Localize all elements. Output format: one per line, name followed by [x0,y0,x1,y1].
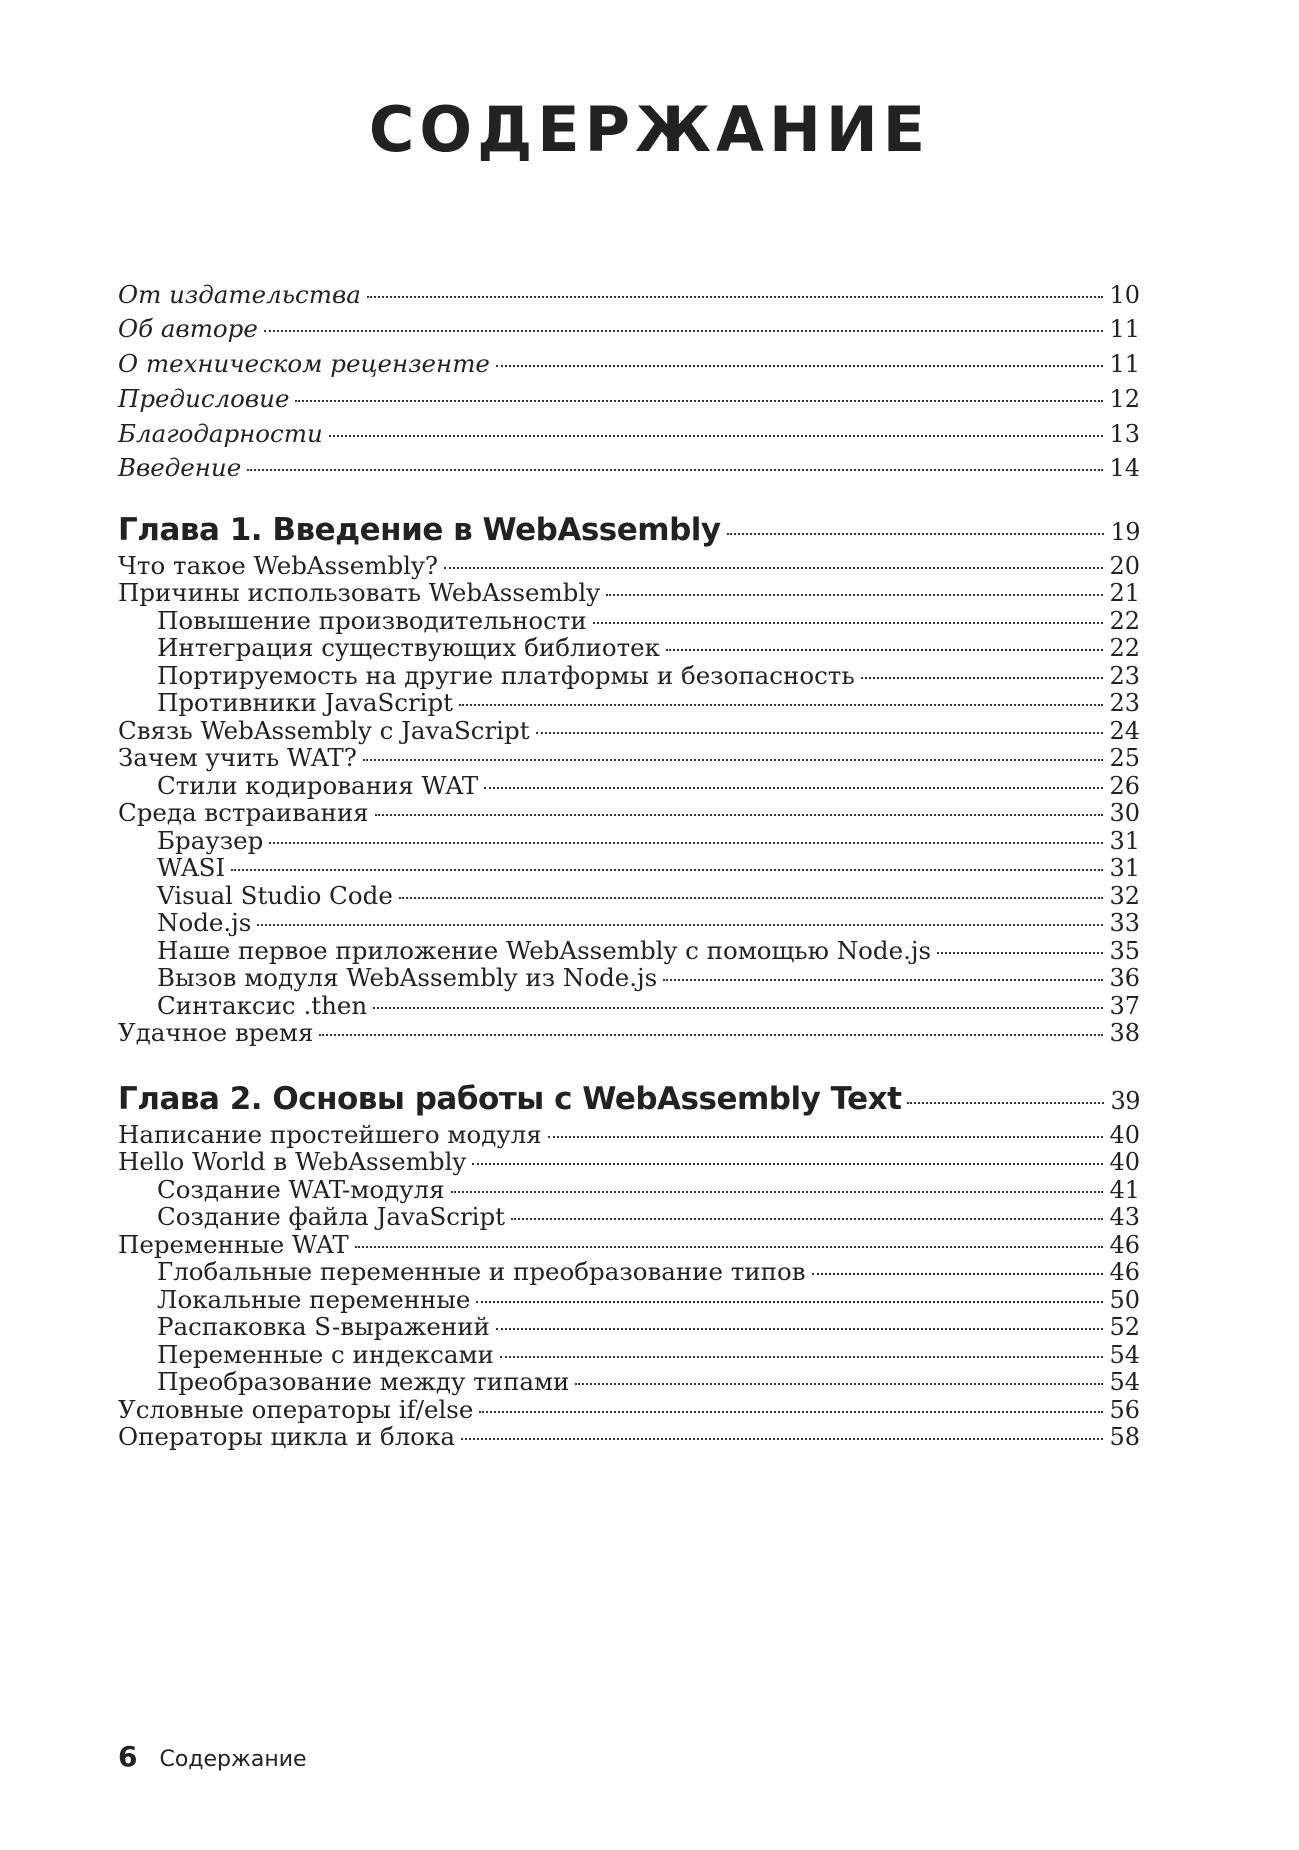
toc-entry[interactable] [118,1312,1140,1341]
page-number: 6 [118,1740,138,1773]
toc-entry[interactable] [118,314,1140,343]
toc-entry-page: 25 [1109,744,1140,772]
toc-entry-page: 35 [1109,937,1140,965]
toc-entry[interactable] [118,716,1140,745]
toc-entry-page: 20 [1109,552,1140,580]
toc-entry-page: 21 [1109,579,1140,607]
toc-entry-title: Создание файла JavaScript [157,1202,506,1231]
dot-leader [451,1191,1104,1193]
toc-entry-title: Переменные WAT [118,1230,349,1259]
toc-entry[interactable] [118,826,1140,855]
toc-entry-title: Об авторе [118,314,258,343]
toc-entry-page: 38 [1109,1019,1140,1047]
toc-entry-title: Связь WebAssembly с JavaScript [118,716,530,745]
dot-leader [666,649,1103,651]
toc-entry[interactable] [118,1367,1140,1396]
toc-entry-page: 50 [1109,1286,1140,1314]
toc-entry-title: О техническом рецензенте [118,349,490,378]
toc-entry-page: 37 [1109,992,1140,1020]
toc-entry-page: 31 [1109,854,1140,882]
toc-entry[interactable] [118,881,1140,910]
dot-leader [476,1301,1103,1303]
dot-leader [363,759,1104,761]
dot-leader [496,1328,1104,1330]
dot-leader [444,567,1103,569]
toc-entry[interactable] [118,384,1140,413]
toc-entry-title: Наше первое приложение WebAssembly с помощью Node.js [157,936,932,965]
dot-leader [472,1163,1103,1165]
toc-entry-title: Создание WAT-модуля [157,1175,445,1204]
toc-entry-title: От издательства [118,280,361,309]
toc-entry[interactable] [118,963,1140,992]
toc-entry-title: Среда встраивания [118,798,369,827]
dot-leader [593,622,1104,624]
dot-leader [231,869,1103,871]
toc-entry-page: 52 [1109,1313,1140,1341]
toc-entry-title: Интеграция существующих библиотек [157,633,660,662]
toc-entry-title: Благодарности [118,419,323,448]
toc-entry-title: Удачное время [118,1018,314,1047]
toc-entry[interactable] [118,551,1140,580]
toc-entry-page: 40 [1109,1148,1140,1176]
toc-entry[interactable] [118,633,1140,662]
dot-leader [269,842,1103,844]
toc-entry[interactable] [118,280,1140,309]
dot-leader [907,1102,1104,1104]
toc-entry[interactable] [118,1285,1140,1314]
page-footer [118,1740,307,1773]
toc-entry-page: 54 [1109,1368,1140,1396]
dot-leader [727,533,1105,535]
toc-entry-page: 12 [1109,385,1140,413]
dot-leader [257,924,1103,926]
dot-leader [812,1273,1104,1275]
dot-leader [536,732,1104,734]
dot-leader [459,704,1103,706]
toc-entry-page: 14 [1109,454,1140,482]
toc-entry-page: 56 [1109,1396,1140,1424]
toc-entry-page: 46 [1109,1231,1140,1259]
dot-leader [575,1383,1103,1385]
toc-entry[interactable] [118,1120,1140,1149]
dot-leader [861,677,1104,679]
dot-leader [375,814,1104,816]
toc-entry-page: 43 [1109,1203,1140,1231]
toc-entry-page: 24 [1109,717,1140,745]
toc-entry-page: 54 [1109,1341,1140,1369]
toc-entry-title: Переменные с индексами [157,1340,494,1369]
toc-entry-title: Локальные переменные [157,1285,471,1314]
toc-entry-title: Глава 2. Основы работы с WebAssembly Text [118,1081,902,1117]
toc-entry[interactable] [118,1395,1140,1424]
dot-leader [500,1356,1104,1358]
toc-entry[interactable] [118,349,1140,378]
toc-entry[interactable] [118,1175,1140,1204]
dot-leader [319,1034,1103,1036]
toc-entry[interactable] [118,688,1140,717]
toc-entry[interactable] [118,661,1140,690]
dot-leader [399,897,1104,899]
toc-entry-title: Портируемость на другие платформы и безопасность [157,661,855,690]
toc-entry[interactable] [118,1422,1140,1451]
toc-entry[interactable] [118,936,1140,965]
toc-entry-title: Причины использовать WebAssembly [118,578,601,607]
toc-entry-title: Операторы цикла и блока [118,1422,455,1451]
dot-leader [511,1218,1103,1220]
toc-entry-page: 40 [1109,1121,1140,1149]
toc-entry[interactable] [118,1230,1140,1259]
toc-entry-title: Преобразование между типами [157,1367,570,1396]
toc-entry[interactable] [118,1018,1140,1047]
toc-chapter[interactable] [118,1081,1140,1117]
toc-entry-title: Распаковка S-выражений [157,1312,490,1341]
toc-entry[interactable] [118,908,1140,937]
dot-leader [264,330,1104,332]
dot-leader [247,469,1103,471]
toc-entry[interactable] [118,853,1140,882]
dot-leader [496,365,1104,367]
toc-entry[interactable] [118,991,1140,1020]
dot-leader [663,979,1103,981]
toc-entry-page: 26 [1109,772,1140,800]
toc-entry-title: Повышение производительности [157,606,587,635]
toc-entry-title: Стили кодирования WAT [157,771,479,800]
toc-entry-title: Условные операторы if/else [118,1395,474,1424]
toc-entry-title: WASI [157,853,226,882]
toc-entry-page: 30 [1109,799,1140,827]
toc-entry-title: Введение [118,453,242,482]
toc-entry-title: Противники JavaScript [157,688,454,717]
toc-entry-title: Node.js [157,908,252,937]
toc-entry[interactable] [118,453,1140,482]
toc-entry[interactable] [118,771,1140,800]
toc-entry-page: 19 [1110,518,1140,546]
toc-entry-page: 41 [1109,1176,1140,1204]
toc-entry-page: 36 [1109,964,1140,992]
dot-leader [479,1411,1103,1413]
dot-leader [373,1007,1103,1009]
dot-leader [548,1136,1104,1138]
toc-entry[interactable] [118,1202,1140,1231]
toc-entry[interactable] [118,1147,1140,1176]
toc-entry-page: 22 [1109,607,1140,635]
toc-entry-page: 13 [1109,420,1140,448]
toc-entry-title: Глава 1. Введение в WebAssembly [118,512,721,548]
toc-entry-page: 22 [1109,634,1140,662]
dot-leader [606,594,1103,596]
toc-entry-page: 10 [1109,281,1140,309]
toc-entry[interactable] [118,798,1140,827]
toc-entry-page: 33 [1109,909,1140,937]
dot-leader [461,1438,1104,1440]
toc-entry[interactable] [118,743,1140,772]
toc-entry-page: 31 [1109,827,1140,855]
toc-entry-page: 23 [1109,689,1140,717]
toc-entry-page: 39 [1110,1087,1140,1115]
toc-entry-title: Браузер [157,826,264,855]
toc-entry-title: Синтаксис .then [157,991,368,1020]
toc-entry-page: 11 [1109,350,1140,378]
toc-entry-title: Глобальные переменные и преобразование типов [157,1257,806,1286]
toc-entry[interactable] [118,419,1140,448]
dot-leader [329,435,1104,437]
dot-leader [295,400,1103,402]
dot-leader [367,296,1104,298]
running-title: Содержание [159,1747,307,1772]
toc-entry-title: Предисловие [118,384,290,413]
toc-entry[interactable] [118,606,1140,635]
toc-chapter[interactable] [118,512,1140,548]
toc-entry-title: Вызов модуля WebAssembly из Node.js [157,963,658,992]
page-title: СОДЕРЖАНИЕ [368,93,931,166]
toc-entry-page: 32 [1109,882,1140,910]
toc-entry-page: 58 [1109,1423,1140,1451]
toc-entry[interactable] [118,1340,1140,1369]
toc-entry-title: Visual Studio Code [157,881,393,910]
toc-entry-page: 11 [1109,315,1140,343]
toc-entry[interactable] [118,1257,1140,1286]
toc-entry-title: Зачем учить WAT? [118,743,357,772]
dot-leader [937,952,1103,954]
toc-entry-page: 23 [1109,662,1140,690]
toc-entry-page: 46 [1109,1258,1140,1286]
dot-leader [484,787,1103,789]
toc-entry[interactable] [118,578,1140,607]
toc-entry-title: Написание простейшего модуля [118,1120,542,1149]
dot-leader [355,1246,1104,1248]
toc-entry-title: Что такое WebAssembly? [118,551,438,580]
toc-entry-title: Hello World в WebAssembly [118,1147,467,1176]
